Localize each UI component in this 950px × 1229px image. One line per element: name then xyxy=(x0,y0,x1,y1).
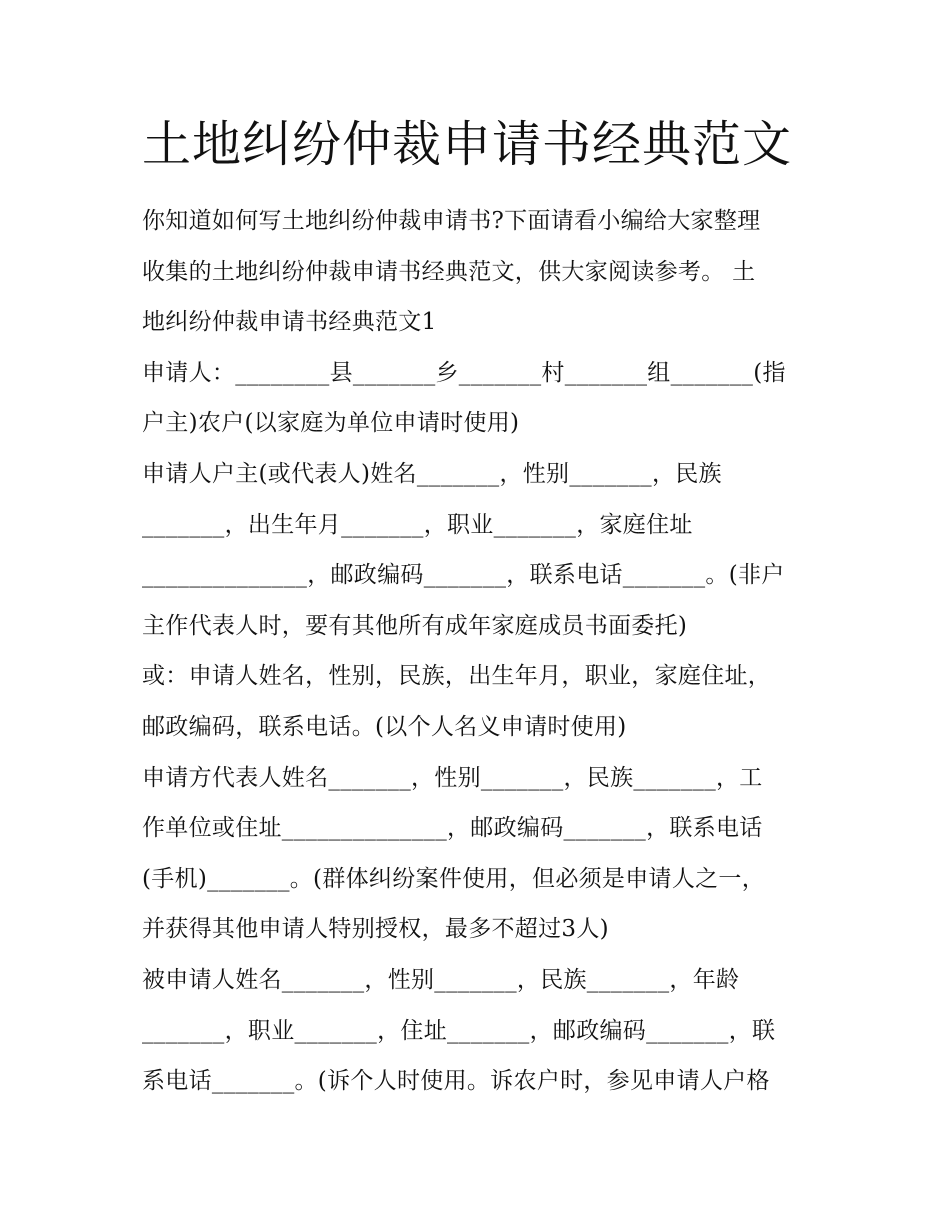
body-line: 或：申请人姓名，性别，民族，出生年月，职业，家庭住址， xyxy=(142,663,772,690)
body-line: 申请方代表人姓名_______，性别_______，民族_______，工 xyxy=(142,764,763,791)
body-line: 被申请人姓名_______，性别_______，民族_______，年龄 xyxy=(142,966,740,993)
body-line: 作单位或住址______________，邮政编码_______，联系电话 xyxy=(142,815,763,842)
document-body xyxy=(142,196,822,1107)
body-line: 系电话_______。(诉个人时使用。诉农户时，参见申请人户格 xyxy=(142,1068,770,1095)
body-line: 申请人：________县_______乡_______村_______组_______(指 xyxy=(142,359,786,386)
body-line: 主作代表人时，要有其他所有成年家庭成员书面委托) xyxy=(142,612,688,639)
body-line: 户主)农户(以家庭为单位申请时使用) xyxy=(142,410,520,437)
body-line: 邮政编码，联系电话。(以个人名义申请时使用) xyxy=(142,713,627,740)
body-line: ______________，邮政编码_______，联系电话_______。(非户 xyxy=(142,562,785,589)
body-line: 地纠纷仲裁申请书经典范文1 xyxy=(142,309,437,336)
document-title: 土地纠纷仲裁申请书经典范文 xyxy=(142,116,793,173)
body-line: 你知道如何写土地纠纷仲裁申请书?下面请看小编给大家整理 xyxy=(142,208,761,234)
body-line: 并获得其他申请人特别授权，最多不超过3人) xyxy=(142,916,609,943)
body-line: 收集的土地纠纷仲裁申请书经典范文，供大家阅读参考。 土 xyxy=(142,258,756,285)
body-line: _______，出生年月_______，职业_______，家庭住址 xyxy=(142,511,693,538)
body-line: 申请人户主(或代表人)姓名_______，性别_______，民族 xyxy=(142,460,722,487)
body-line: (手机)_______。(群体纠纷案件使用，但必须是申请人之一， xyxy=(142,865,766,892)
body-line: _______，职业_______，住址_______，邮政编码_______，联 xyxy=(142,1017,776,1044)
